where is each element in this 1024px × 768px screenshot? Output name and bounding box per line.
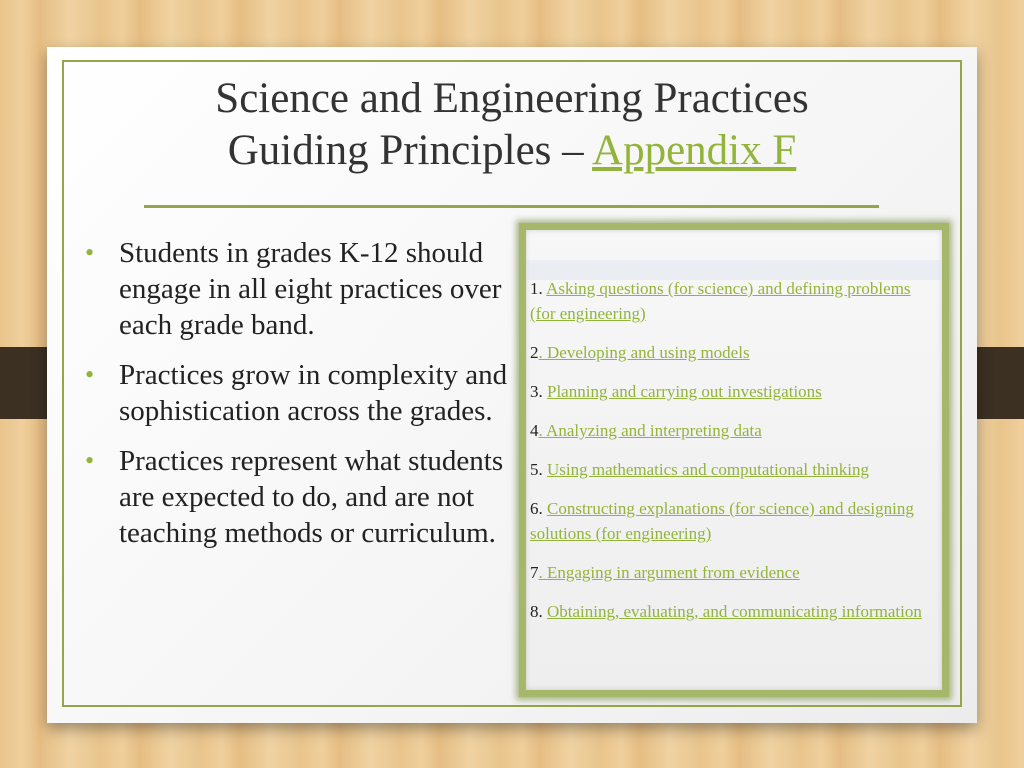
- practice-link[interactable]: Using mathematics and computational thinking: [547, 460, 869, 479]
- bullet-text: Students in grades K-12 should engage in all eight practices over each grade band.: [119, 237, 502, 341]
- practice-link[interactable]: . Engaging in argument from evidence: [538, 563, 800, 582]
- title-underline: [144, 205, 879, 208]
- practice-link[interactable]: . Analyzing and interpreting data: [538, 421, 762, 440]
- practice-link[interactable]: Obtaining, evaluating, and communicating information: [547, 602, 922, 621]
- practice-link[interactable]: . Developing and using models: [538, 343, 750, 362]
- title-line-2-text: Guiding Principles –: [227, 127, 593, 174]
- title-line-1: Science and Engineering Practices: [215, 75, 809, 122]
- practices-list: [530, 276, 940, 638]
- practice-item: [530, 496, 940, 546]
- practice-item: [530, 599, 940, 624]
- practices-panel: [519, 223, 949, 697]
- practice-item: [530, 340, 940, 365]
- bullet-text: Practices grow in complexity and sophistication across the grades.: [119, 359, 508, 427]
- appendix-f-link[interactable]: Appendix F: [592, 127, 797, 174]
- bullet-icon: •: [85, 238, 95, 267]
- practice-number: 1.: [530, 279, 547, 298]
- title-line-2: [47, 125, 977, 177]
- bullet-item: [85, 235, 515, 343]
- bullet-list: [85, 235, 515, 565]
- bullet-item: [85, 357, 515, 429]
- practice-number: 2: [530, 343, 539, 362]
- practice-item: [530, 560, 940, 585]
- practice-link[interactable]: Asking questions (for science) and defining problems (for engineering): [530, 279, 911, 323]
- practice-number: 8.: [530, 602, 547, 621]
- practice-number: 3.: [530, 382, 547, 401]
- bullet-icon: •: [85, 446, 95, 475]
- slide-title: [47, 73, 977, 177]
- slide-card: [47, 47, 977, 723]
- practice-item: [530, 457, 940, 482]
- practice-item: [530, 379, 940, 404]
- practice-number: 4: [530, 421, 539, 440]
- practice-number: 6.: [530, 499, 547, 518]
- bullet-icon: •: [85, 360, 95, 389]
- practice-number: 5.: [530, 460, 547, 479]
- practice-item: [530, 276, 940, 326]
- bullet-item: [85, 443, 515, 551]
- practice-link[interactable]: Planning and carrying out investigations: [547, 382, 822, 401]
- practice-item: [530, 418, 940, 443]
- bullet-text: Practices represent what students are expected to do, and are not teaching methods or curriculum.: [119, 445, 504, 549]
- practice-number: 7: [530, 563, 539, 582]
- practice-link[interactable]: Constructing explanations (for science) and designing solutions (for engineering): [530, 499, 914, 543]
